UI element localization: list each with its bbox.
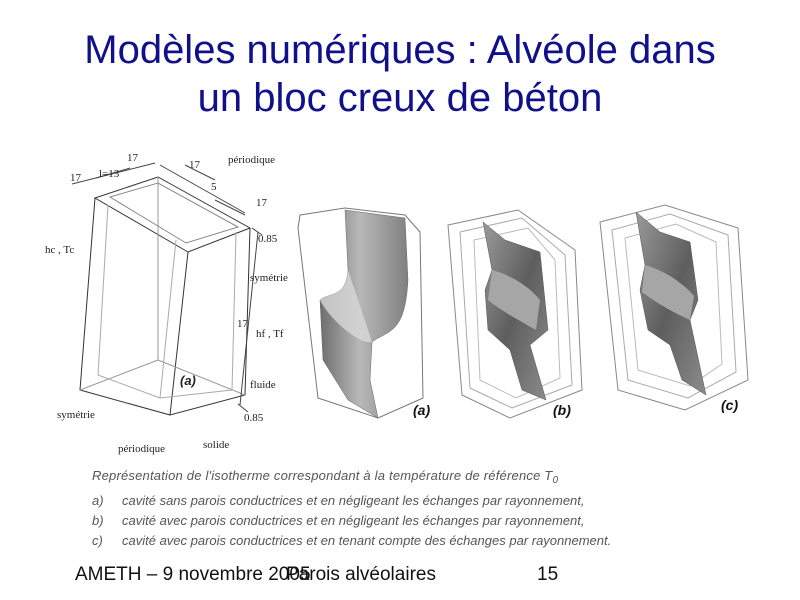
caption-marker-a: a) <box>92 493 104 508</box>
label-periodique-top: périodique <box>228 154 276 166</box>
label-fluide: fluide <box>250 379 276 391</box>
isotherm-render-b <box>448 210 582 418</box>
footer-center: Parois alvéolaires <box>286 564 436 585</box>
dim-085-top: 0.85 <box>258 233 278 245</box>
label-a-diagram: (a) <box>180 373 196 388</box>
caption-item-a <box>92 491 792 511</box>
isotherm-render-c <box>600 205 748 413</box>
label-hc-tc: hc , Tc <box>45 244 75 256</box>
panel-label-b: (b) <box>553 402 571 418</box>
dim-l13: l=13 <box>99 168 120 180</box>
caption-marker-c: c) <box>92 533 103 548</box>
isotherm-render-a <box>298 208 430 418</box>
caption-text-a: cavité sans parois conductrices et en négligeant les échanges par rayonnement, <box>122 493 585 508</box>
dim-17-right: 17 <box>189 159 200 171</box>
dim-5: 5 <box>211 181 217 193</box>
label-symetrie-left: symétrie <box>57 409 95 421</box>
dim-085-bottom: 0.85 <box>244 412 264 424</box>
dim-17-edge: 17 <box>256 197 267 209</box>
title-line-2: un bloc creux de béton <box>197 76 603 120</box>
label-symetrie-right: symétrie <box>250 272 288 284</box>
panel-label-a: (a) <box>413 402 431 418</box>
label-solide: solide <box>203 439 230 451</box>
cavity-diagram <box>45 152 288 455</box>
dim-17-left: 17 <box>70 172 81 184</box>
dim-17-top: 17 <box>127 152 138 164</box>
caption-heading-subscript: 0 <box>552 475 559 486</box>
footer-left: AMETH – 9 novembre 2005 <box>75 564 311 585</box>
caption-text-b: cavité avec parois conductrices et en négligeant les échanges par rayonnement, <box>122 513 585 528</box>
panel-label-c: (c) <box>721 397 739 413</box>
footer-page-number: 15 <box>537 564 559 585</box>
caption-item-c <box>92 531 792 551</box>
label-periodique-bottom: périodique <box>118 443 166 455</box>
caption-heading: Représentation de l'isotherme correspondant à la température de référence T <box>92 468 553 483</box>
caption-text-c: cavité avec parois conductrices et en tenant compte des échanges par rayonnement. <box>122 533 612 548</box>
title-line-1: Modèles numériques : Alvéole dans <box>84 28 716 72</box>
label-hf-tf: hf , Tf <box>256 328 284 340</box>
caption-marker-b: b) <box>92 513 104 528</box>
caption-heading-row <box>92 466 792 491</box>
diagram-frame <box>72 163 262 415</box>
figure-caption <box>92 466 792 551</box>
caption-item-b <box>92 511 792 531</box>
dim-17-side: 17 <box>237 318 248 330</box>
caption-list <box>92 491 792 551</box>
